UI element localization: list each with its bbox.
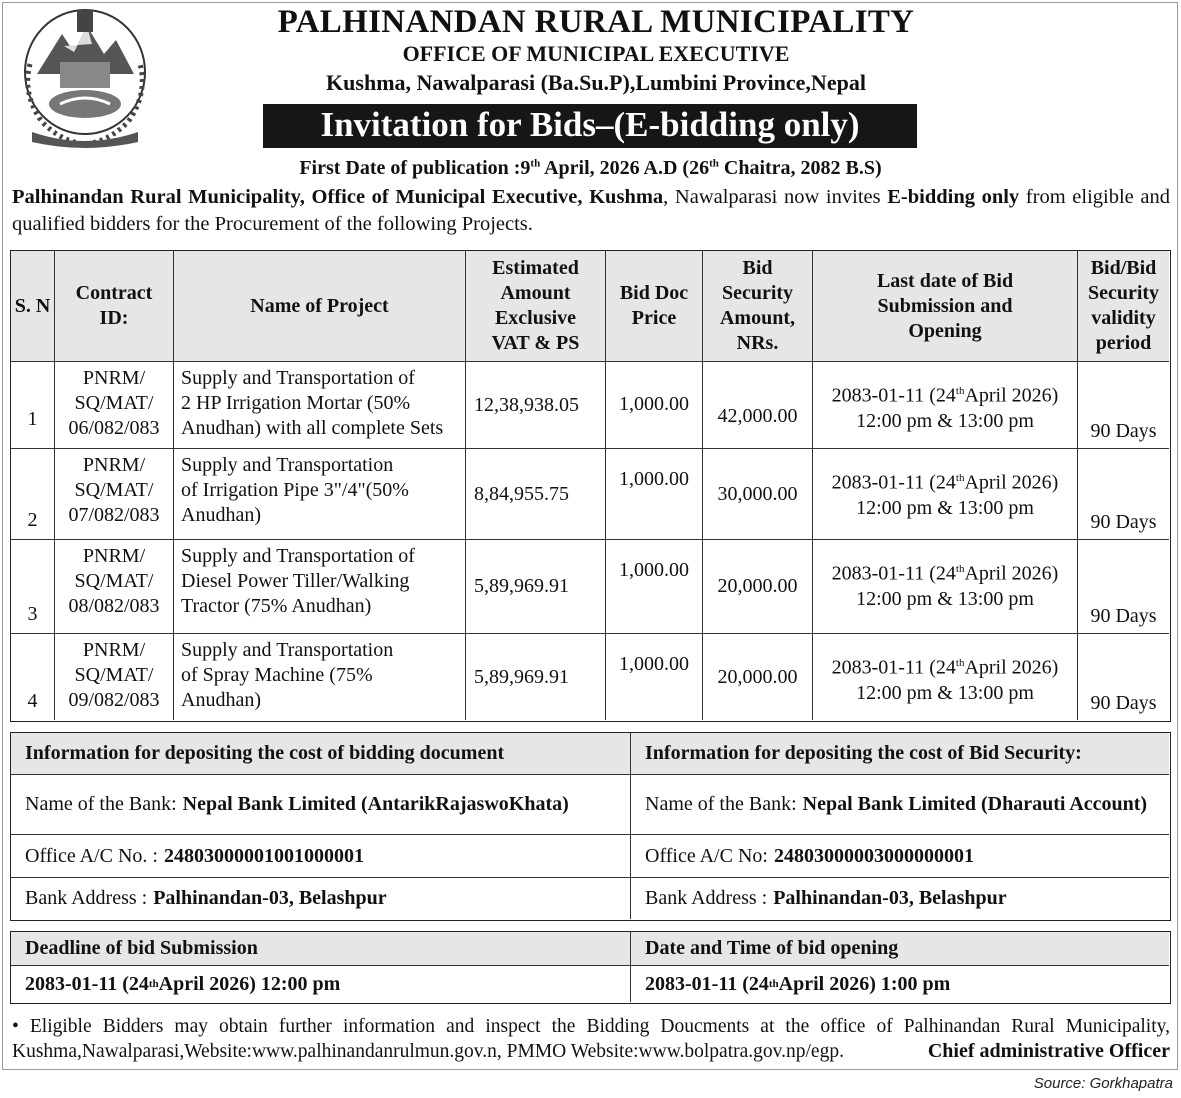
notice-banner: Invitation for Bids–(E-bidding only): [263, 104, 917, 148]
last-date-time: 12:00 pm & 13:00 pm: [856, 681, 1034, 704]
last-date-ordinal: th: [955, 385, 965, 397]
table-cell-sn: 4: [11, 634, 55, 720]
projects-table: [10, 250, 1171, 722]
table-cell-validity: 90 Days: [1078, 362, 1169, 449]
last-date-line: [813, 466, 1077, 496]
header-project-name: Name of Project: [174, 251, 466, 362]
table-cell-estimate: 12,38,938.05: [466, 362, 606, 449]
contract-id-line: 09/082/083: [68, 689, 160, 711]
table-cell-contract-id: [55, 449, 174, 540]
last-date-prefix: 2083-01-11 (24: [831, 562, 956, 585]
doc-account-number: Office A/C No. : 24803000001001000001: [11, 835, 631, 878]
table-cell-project: [174, 449, 466, 540]
table-cell-contract-id: [55, 634, 174, 720]
table-cell-contract-id: [55, 362, 174, 449]
table-cell-security: 20,000.00: [703, 540, 813, 634]
org-address: Kushma, Nawalparasi (Ba.Su.P),Lumbini Province,Nepal: [326, 70, 866, 95]
table-cell-project: [174, 362, 466, 449]
last-date-ordinal: th: [955, 563, 965, 575]
org-name: PALHINANDAN RURAL MUNICIPALITY: [277, 4, 915, 40]
table-cell-sn: 1: [11, 362, 55, 449]
office-name: OFFICE OF MUNICIPAL EXECUTIVE: [402, 41, 790, 66]
security-account-number: Office A/C No: 24803000003000000001: [631, 835, 1169, 878]
header-estimate: Estimated Amount Exclusive VAT & PS: [466, 251, 606, 362]
last-date-line: [813, 557, 1077, 587]
table-cell-doc-price: 1,000.00: [606, 634, 703, 720]
last-date-prefix: 2083-01-11 (24: [831, 471, 956, 494]
project-line: Supply and Transportation: [181, 454, 394, 476]
project-line: Supply and Transportation of: [181, 367, 415, 389]
last-date-ordinal: th: [955, 472, 965, 484]
project-line: Supply and Transportation of: [181, 545, 415, 567]
signatory: Chief administrative Officer: [927, 1040, 1170, 1062]
header-last-date: Last date of Bid Submission and Opening: [813, 251, 1078, 362]
project-line: of Spray Machine (75%: [181, 664, 373, 686]
table-cell-validity: 90 Days: [1090, 692, 1157, 714]
header-validity: Bid/Bid Security validity period: [1078, 251, 1169, 362]
opening-time-value: 2083-01-11 (24 th April 2026) 1:00 pm: [645, 972, 951, 995]
table-cell-validity: 90 Days: [1078, 540, 1169, 634]
table-cell-estimate: 5,89,969.91: [466, 540, 606, 634]
opening-time-header: Date and Time of bid opening: [631, 932, 1169, 966]
table-cell-last-date: [813, 362, 1078, 449]
last-date-time: 12:00 pm & 13:00 pm: [856, 409, 1034, 432]
table-cell-sn: 2: [11, 449, 55, 540]
contract-id-line: SQ/MAT/: [74, 392, 154, 414]
table-cell-doc-price: 1,000.00: [606, 449, 703, 540]
contract-id-line: SQ/MAT/: [74, 570, 154, 592]
table-cell-last-date: [813, 449, 1078, 540]
project-line: of Irrigation Pipe 3"/4"(50%: [181, 479, 409, 501]
contract-id-line: 06/082/083: [68, 417, 160, 439]
table-cell-last-date: [813, 540, 1078, 634]
last-date-ordinal: th: [955, 657, 965, 669]
publication-date: First Date of publication :9th April, 2026 A.D (26th Chaitra, 2082 B.S): [299, 157, 882, 179]
contract-id-line: PNRM/: [82, 545, 146, 567]
table-cell-doc-price: 1,000.00: [606, 540, 703, 634]
header-sn: S. N: [11, 251, 55, 362]
deposit-security-header: Information for depositing the cost of Bid Security:: [631, 733, 1169, 775]
header-doc-price: Bid Doc Price: [606, 251, 703, 362]
deposit-doc-header: Information for depositing the cost of bidding document: [11, 733, 631, 775]
doc-bank-address: Bank Address : Palhinandan-03, Belashpur: [11, 878, 631, 919]
table-cell-last-date: [813, 634, 1078, 720]
source-credit: Source: Gorkhapatra: [1033, 1075, 1173, 1092]
last-date-suffix: April 2026): [964, 656, 1059, 679]
table-cell-estimate: 8,84,955.75: [466, 449, 606, 540]
contract-id-line: 08/082/083: [68, 595, 160, 617]
table-cell-project: [174, 540, 466, 634]
contract-id-line: 07/082/083: [68, 504, 160, 526]
contract-id-line: SQ/MAT/: [74, 664, 154, 686]
table-cell-validity: 90 Days: [1078, 449, 1169, 540]
last-date-suffix: April 2026): [964, 384, 1059, 407]
submission-deadline-header: Deadline of bid Submission: [11, 932, 631, 966]
last-date-line: [813, 379, 1077, 409]
table-cell-contract-id: [55, 540, 174, 634]
contract-id-line: SQ/MAT/: [74, 479, 154, 501]
deadline-table: [10, 931, 1171, 1004]
project-line: Anudhan): [181, 689, 261, 711]
last-date-time: 12:00 pm & 13:00 pm: [856, 587, 1034, 610]
contract-id-line: PNRM/: [82, 639, 146, 661]
intro-paragraph: Palhinandan Rural Municipality, Office of Municipal Executive, Kushma, Nawalparasi now invites E-bidding only from eligible and qualified bidders for the Procurement of the following Projects.: [12, 186, 1170, 235]
table-cell-doc-price: 1,000.00: [606, 362, 703, 449]
table-cell-security: 42,000.00: [703, 362, 813, 449]
last-date-time: 12:00 pm & 13:00 pm: [856, 496, 1034, 519]
security-bank-address: Bank Address : Palhinandan-03, Belashpur: [645, 887, 1007, 909]
project-line: Tractor (75% Anudhan): [181, 595, 372, 617]
table-cell-estimate: 5,89,969.91: [466, 634, 606, 720]
last-date-prefix: 2083-01-11 (24: [831, 656, 956, 679]
doc-bank-name: Name of the Bank: Nepal Bank Limited (AntarikRajaswoKhata): [11, 775, 631, 835]
deposit-info-table: [10, 732, 1171, 921]
last-date-line: [813, 651, 1077, 681]
footer-note: • Eligible Bidders may obtain further information and inspect the Bidding Doucments at the office of Palhinandan Rural Municipality, Kushma,Nawalparasi,Website:www.palhinandanrulmun.gov.n, PMMO Website:www.bolpatra.gov.np/egp.: [12, 1016, 1170, 1062]
project-line: Anudhan): [181, 504, 261, 526]
project-line: Diesel Power Tiller/Walking: [181, 570, 410, 592]
last-date-prefix: 2083-01-11 (24: [831, 384, 956, 407]
table-cell-sn: 3: [11, 540, 55, 634]
contract-id-line: PNRM/: [82, 367, 146, 389]
header-contract-id: Contract ID:: [55, 251, 174, 362]
table-cell-security: 20,000.00: [703, 634, 813, 720]
header-security: Bid Security Amount, NRs.: [703, 251, 813, 362]
security-bank-name: Name of the Bank: Nepal Bank Limited (Dharauti Account): [631, 775, 1169, 835]
contract-id-line: PNRM/: [82, 454, 146, 476]
last-date-suffix: April 2026): [964, 471, 1059, 494]
table-cell-project: [174, 634, 466, 720]
project-line: 2 HP Irrigation Mortar (50%: [181, 392, 411, 414]
project-line: Supply and Transportation: [181, 639, 394, 661]
last-date-suffix: April 2026): [964, 562, 1059, 585]
project-line: Anudhan) with all complete Sets: [181, 417, 444, 439]
table-cell-security: 30,000.00: [703, 449, 813, 540]
submission-deadline-value: 2083-01-11 (24 th April 2026) 12:00 pm: [11, 966, 631, 1002]
